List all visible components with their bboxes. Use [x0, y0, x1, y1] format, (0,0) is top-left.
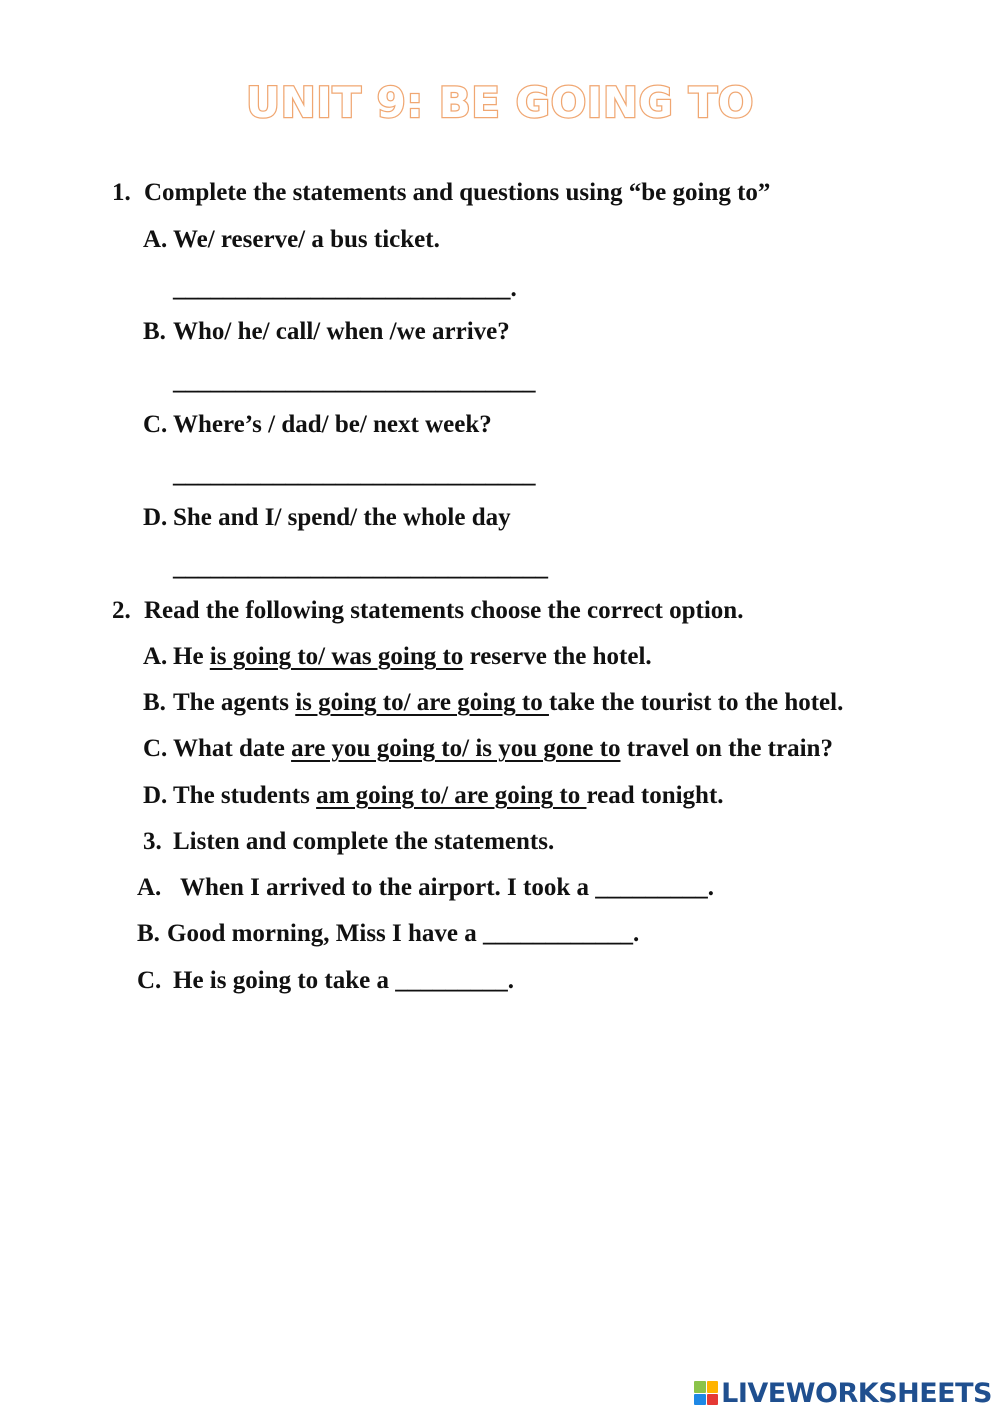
section1-item-c: C. Where’s / dad/ be/ next week?: [143, 411, 492, 438]
section3-number: 3.: [143, 828, 162, 855]
section3-item-a: A. When I arrived to the airport. I took a _________.: [137, 874, 714, 901]
section1-number: 1.: [112, 179, 131, 206]
listen-text[interactable]: He is going to take a _________.: [173, 967, 514, 994]
section2-item-b: B. The agents is going to/ are going to take the tourist to the hotel.: [143, 689, 844, 716]
section1-item-b: B. Who/ he/ call/ when /we arrive?: [143, 318, 510, 345]
answer-blank-d[interactable]: ______________________________: [173, 554, 548, 581]
section1-heading-text: Complete the statements and questions using “be going to”: [144, 179, 771, 206]
section3-item-c: C. He is going to take a _________.: [137, 967, 514, 994]
section2-item-a: A. He is going to/ was going to reserve the hotel.: [143, 643, 652, 670]
listen-text[interactable]: When I arrived to the airport. I took a _________.: [180, 874, 714, 901]
section1-item-a: A. We/ reserve/ a bus ticket.: [143, 226, 440, 253]
section2-heading: [112, 596, 743, 626]
section2-heading-text: Read the following statements choose the correct option.: [144, 597, 744, 624]
answer-blank-b[interactable]: _____________________________: [173, 368, 536, 395]
prompt-text: Who/ he/ call/ when /we arrive?: [173, 318, 510, 345]
option-choice[interactable]: is going to/ was going to: [209, 643, 464, 670]
prompt-text: Where’s / dad/ be/ next week?: [173, 411, 492, 438]
section2-number: 2.: [112, 597, 131, 624]
section2-item-c: C. What date are you going to/ is you gone to travel on the train?: [143, 735, 833, 762]
worksheet-title: UNIT 9: BE GOING TO: [245, 78, 755, 127]
section1-item-d: D. She and I/ spend/ the whole day: [143, 504, 511, 531]
section3-heading: [143, 827, 554, 857]
section1-heading: [112, 178, 770, 208]
section2-item-d: D. The students am going to/ are going to read tonight.: [143, 782, 724, 809]
option-choice[interactable]: are you going to/ is you gone to: [291, 735, 621, 762]
answer-blank-c[interactable]: _____________________________: [173, 461, 536, 488]
option-choice[interactable]: am going to/ are going to: [316, 782, 587, 809]
section3-heading-text: Listen and complete the statements.: [173, 828, 555, 855]
prompt-text: We/ reserve/ a bus ticket.: [173, 226, 440, 253]
liveworksheets-logo: [694, 1378, 992, 1408]
listen-text[interactable]: Good morning, Miss I have a ____________.: [167, 920, 640, 947]
option-choice[interactable]: is going to/ are going to: [295, 689, 549, 716]
prompt-text: She and I/ spend/ the whole day: [173, 504, 511, 531]
liveworksheets-logo-text: LIVEWORKSHEETS: [721, 1377, 992, 1409]
section3-item-b: B. Good morning, Miss I have a ____________.: [137, 920, 640, 947]
liveworksheets-logo-icon: [694, 1381, 718, 1405]
answer-blank-a[interactable]: ___________________________.: [173, 275, 517, 302]
